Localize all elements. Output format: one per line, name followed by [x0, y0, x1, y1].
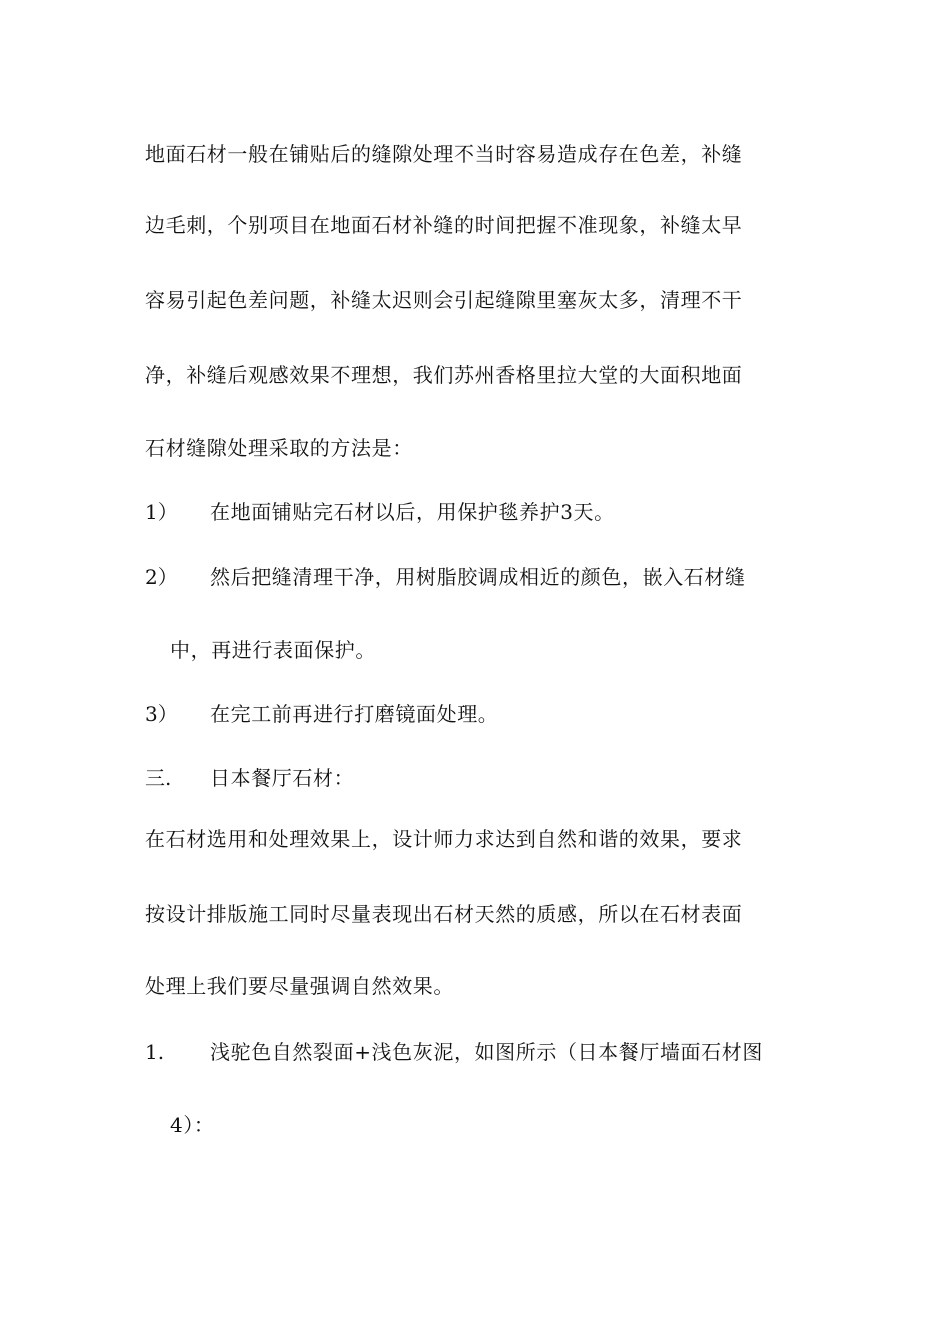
section-number: 三.	[145, 766, 172, 790]
step-text: 然后把缝清理干净，用树脂胶调成相近的颜色，嵌入石材缝	[210, 565, 746, 589]
step-number: 1）	[145, 500, 178, 524]
paragraph-line: 地面石材一般在铺贴后的缝隙处理不当时容易造成存在色差，补缝	[145, 142, 743, 166]
paragraph-line: 净，补缝后观感效果不理想，我们苏州香格里拉大堂的大面积地面	[145, 363, 743, 387]
item-number: 1.	[145, 1040, 165, 1064]
section-title: 日本餐厅石材：	[210, 766, 355, 790]
paragraph-line: 容易引起色差问题，补缝太迟则会引起缝隙里塞灰太多，清理不干	[145, 288, 743, 312]
paragraph-line: 按设计排版施工同时尽量表现出石材天然的质感，所以在石材表面	[145, 902, 743, 926]
step-text-continuation: 中，再进行表面保护。	[170, 638, 376, 662]
paragraph-line: 处理上我们要尽量强调自然效果。	[145, 974, 454, 998]
item-text-continuation: 4）：	[170, 1113, 215, 1137]
paragraph-line: 边毛刺，个别项目在地面石材补缝的时间把握不准现象，补缝太早	[145, 213, 743, 237]
step-number: 2）	[145, 565, 178, 589]
paragraph-line: 在石材选用和处理效果上，设计师力求达到自然和谐的效果，要求	[145, 827, 743, 851]
step-text: 在完工前再进行打磨镜面处理。	[210, 702, 499, 726]
step-number: 3）	[145, 702, 178, 726]
item-text: 浅驼色自然裂面+浅色灰泥，如图所示（日本餐厅墙面石材图	[210, 1040, 763, 1064]
step-text: 在地面铺贴完石材以后，用保护毯养护3天。	[210, 500, 615, 524]
paragraph-line: 石材缝隙处理采取的方法是：	[145, 436, 413, 460]
